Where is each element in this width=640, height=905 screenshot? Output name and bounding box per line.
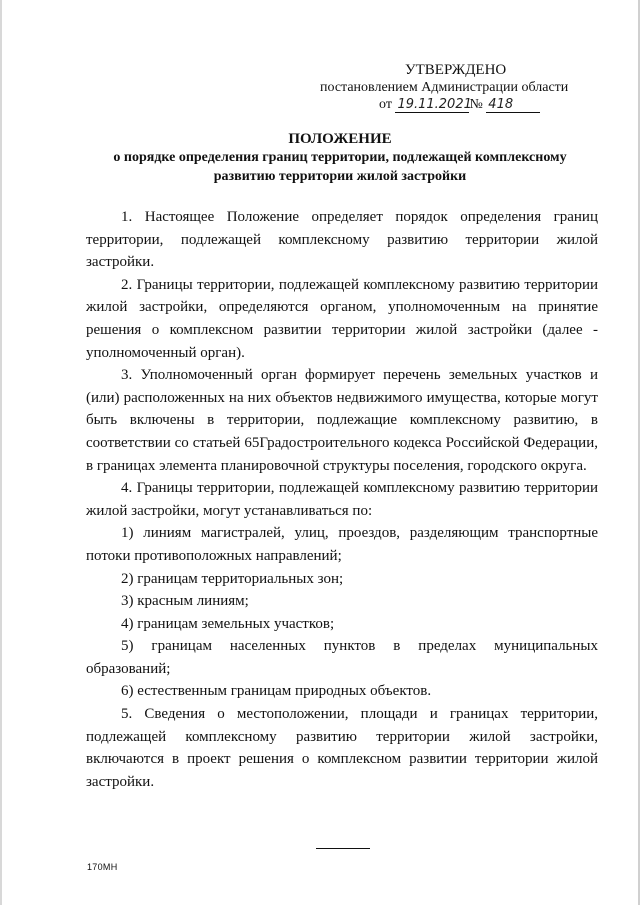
list-item-3: 3) красным линиям; <box>121 593 249 610</box>
paragraph-1: 1. Настоящее Положение определяет порядок определения границ территории, подлежащей комплексному развитию территории жилой застройки. <box>86 209 598 271</box>
document-body <box>86 206 598 793</box>
list-item-1: 1) линиям магистралей, улиц, проездов, разделяющим транспортные потоки противоположных направлений; <box>86 525 598 564</box>
handwritten-number: 418 <box>486 97 540 113</box>
approval-issuer: постановлением Администрации области <box>320 80 569 95</box>
list-item-2: 2) границам территориальных зон; <box>121 570 344 587</box>
paragraph-2: 2. Границы территории, подлежащей комплексному развитию территории жилой застройки, определяются органом, уполномоченным на принятие решения о комплексном развитии территории жилой застройки (далее - уполномоченный орган). <box>86 276 598 361</box>
paragraph-5: 5. Сведения о местоположении, площади и границах территории, подлежащей комплексному развитию территории жилой застройки, включаются в проект решения о комплексном развитии территории жилой застройки. <box>86 706 598 790</box>
number-label: № <box>469 97 483 112</box>
scan-edge <box>0 0 2 905</box>
document-subtitle-line2: развитию территории жилой застройки <box>213 169 467 184</box>
list-item-6: 6) естественным границам природных объектов. <box>121 683 432 700</box>
footer-document-code: 170МН <box>87 862 118 872</box>
paragraph-3: 3. Уполномоченный орган формирует перечень земельных участков и (или) расположенных на них объектов недвижимого имущества, которые могут быть включены в территории, подлежащие комплексному развитию, в соответствии со статьей 65Градостроительного кодекса Российской Федерации, в границах элемента планировочной структуры поселения, городского округа. <box>86 367 598 474</box>
paragraph-4: 4. Границы территории, подлежащей комплексному развитию территории жилой застройки, могут устанавливаться по: <box>86 480 598 519</box>
document-title: ПОЛОЖЕНИЕ <box>288 131 392 147</box>
list-item-5: 5) границам населенных пунктов в пределах муниципальных образований; <box>86 638 598 677</box>
approval-date-number <box>379 97 540 113</box>
handwritten-date: 19.11.2021 <box>397 97 472 112</box>
approval-title: УТВЕРЖДЕНО <box>405 62 507 78</box>
document-subtitle-line1: о порядке определения границ территории, подлежащей комплексному <box>113 150 567 165</box>
end-separator-line <box>316 848 370 849</box>
from-label: от <box>379 97 392 112</box>
list-item-4: 4) границам земельных участков; <box>121 615 335 632</box>
